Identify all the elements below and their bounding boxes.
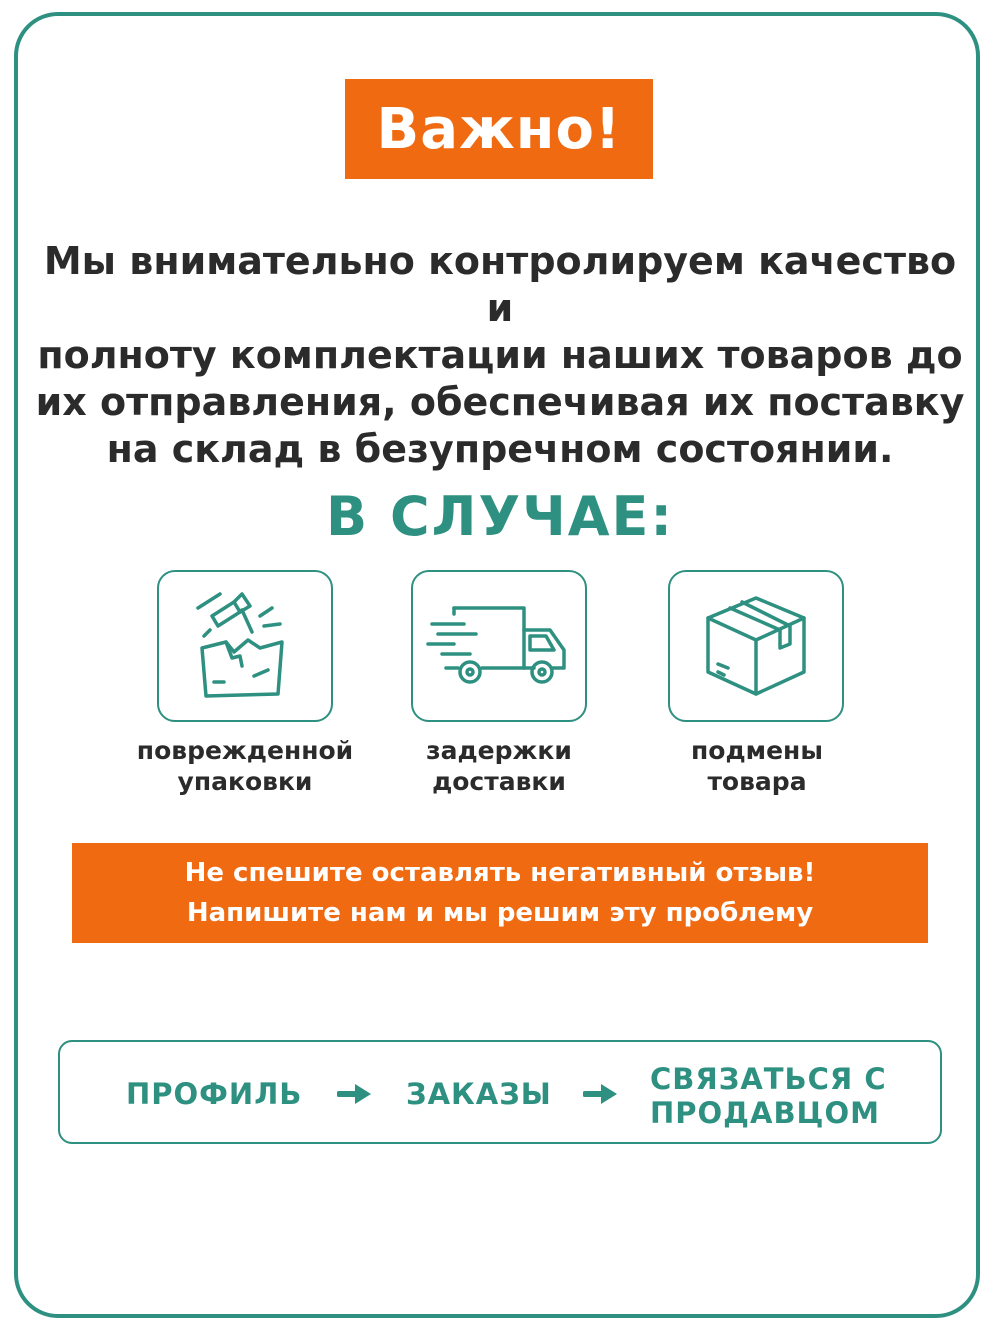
arrow-right-icon xyxy=(337,1082,373,1106)
intro-line: Мы внимательно контролируем качество и xyxy=(43,239,957,330)
case-label-line: поврежденной xyxy=(136,736,354,765)
path-step-orders: ЗАКАЗЫ xyxy=(406,1077,552,1111)
arrow-right-icon xyxy=(583,1082,619,1106)
path-step-line: СВЯЗАТЬСЯ С xyxy=(650,1062,887,1096)
case-card-delivery-delay xyxy=(411,570,587,722)
case-label-line: товара xyxy=(707,767,807,796)
important-badge xyxy=(345,79,653,179)
case-label-line: доставки xyxy=(432,767,566,796)
delivery-truck-icon xyxy=(424,596,574,696)
callout-line: Напишите нам и мы решим эту проблему xyxy=(186,898,814,928)
case-label-item-substitution xyxy=(627,735,887,797)
case-label-line: подмены xyxy=(691,736,823,765)
case-label-damaged-package xyxy=(115,735,375,797)
intro-line: их отправления, обеспечивая их поставку xyxy=(35,380,965,424)
case-label-delivery-delay xyxy=(369,735,629,797)
case-label-line: задержки xyxy=(426,736,572,765)
case-card-item-substitution xyxy=(668,570,844,722)
path-step-contact-seller xyxy=(650,1062,887,1130)
box-icon xyxy=(696,588,816,704)
case-card-damaged-package xyxy=(157,570,333,722)
callout-line: Не спешите оставлять негативный отзыв! xyxy=(184,858,816,888)
case-label-line: упаковки xyxy=(177,767,313,796)
review-callout xyxy=(72,843,928,943)
intro-line: на склад в безупречном состоянии. xyxy=(106,427,894,471)
section-heading: В СЛУЧАЕ: xyxy=(326,485,674,548)
important-badge-text: Важно! xyxy=(376,96,622,162)
damaged-package-icon xyxy=(190,586,300,706)
intro-text xyxy=(30,238,970,473)
path-step-line: ПРОДАВЦОМ xyxy=(650,1096,880,1130)
path-step-profile: ПРОФИЛЬ xyxy=(126,1077,303,1111)
intro-line: полноту комплектации наших товаров до xyxy=(37,333,963,377)
